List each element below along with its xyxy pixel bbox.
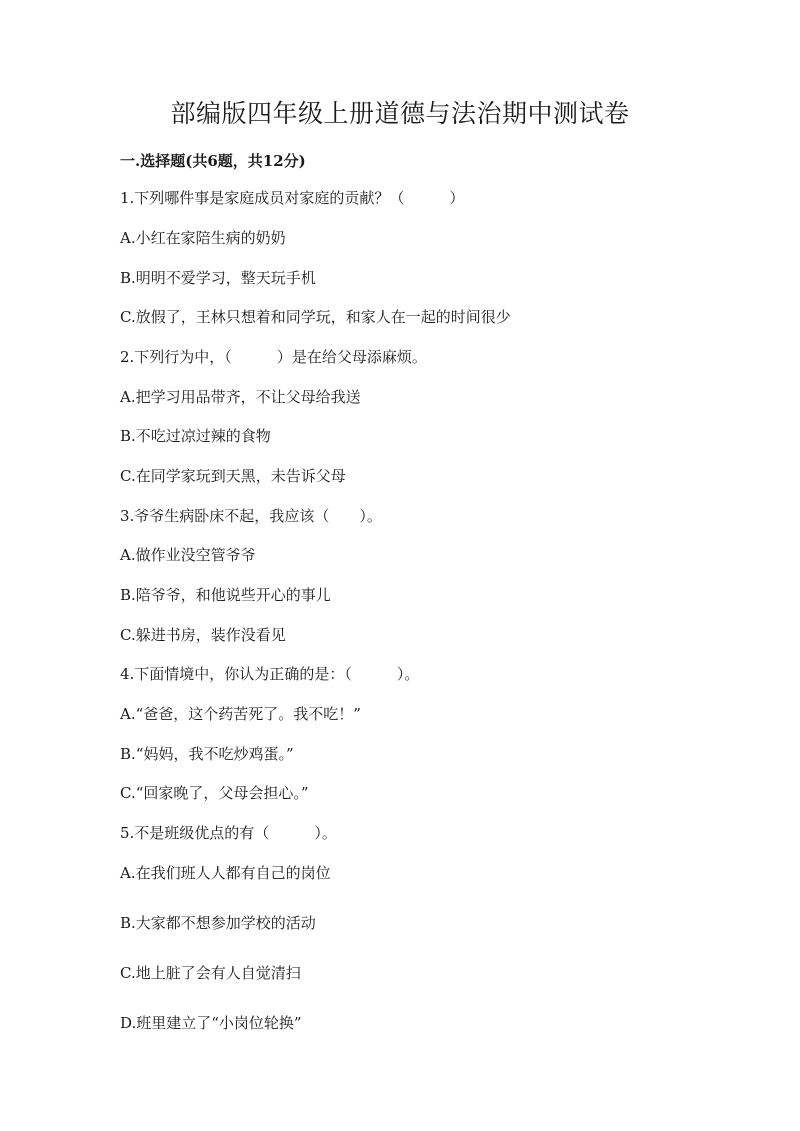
question-4-option-c: C.“回家晚了，父母会担心。”	[120, 784, 309, 802]
question-1-option-a: A.小红在家陪生病的奶奶	[120, 229, 286, 247]
question-2-option-c: C.在同学家玩到天黑，未告诉父母	[120, 467, 346, 485]
section-heading: 一.选择题(共6题，共12分)	[120, 152, 306, 170]
question-5-option-b: B.大家都不想参加学校的活动	[120, 914, 316, 932]
question-5-option-c: C.地上脏了会有人自觉清扫	[120, 964, 301, 982]
question-1-option-c: C.放假了，王林只想着和同学玩，和家人在一起的时间很少	[120, 308, 511, 326]
question-3-option-a: A.做作业没空管爷爷	[120, 546, 256, 564]
question-5-stem: 5.不是班级优点的有（ ）。	[120, 824, 337, 842]
question-5-option-a: A.在我们班人人都有自己的岗位	[120, 864, 331, 882]
question-3-option-c: C.躲进书房，装作没看见	[120, 626, 286, 644]
question-2-stem: 2.下列行为中，（ ）是在给父母添麻烦。	[120, 348, 427, 366]
page-title: 部编版四年级上册道德与法治期中测试卷	[170, 99, 630, 128]
question-4-option-b: B.“妈妈，我不吃炒鸡蛋。”	[120, 745, 294, 763]
question-4-option-a: A.“爸爸，这个药苦死了。我不吃！”	[120, 705, 361, 723]
question-5-option-d: D.班里建立了“小岗位轮换”	[120, 1014, 302, 1032]
question-2-option-b: B.不吃过凉过辣的食物	[120, 427, 271, 445]
question-3-option-b: B.陪爷爷，和他说些开心的事儿	[120, 586, 331, 604]
question-3-stem: 3.爷爷生病卧床不起，我应该（ ）。	[120, 507, 382, 525]
question-2-option-a: A.把学习用品带齐，不让父母给我送	[120, 388, 361, 406]
question-1-option-b: B.明明不爱学习，整天玩手机	[120, 269, 316, 287]
question-4-stem: 4.下面情境中，你认为正确的是：（ ）。	[120, 665, 420, 683]
question-1-stem: 1.下列哪件事是家庭成员对家庭的贡献？（ ）	[120, 189, 465, 207]
